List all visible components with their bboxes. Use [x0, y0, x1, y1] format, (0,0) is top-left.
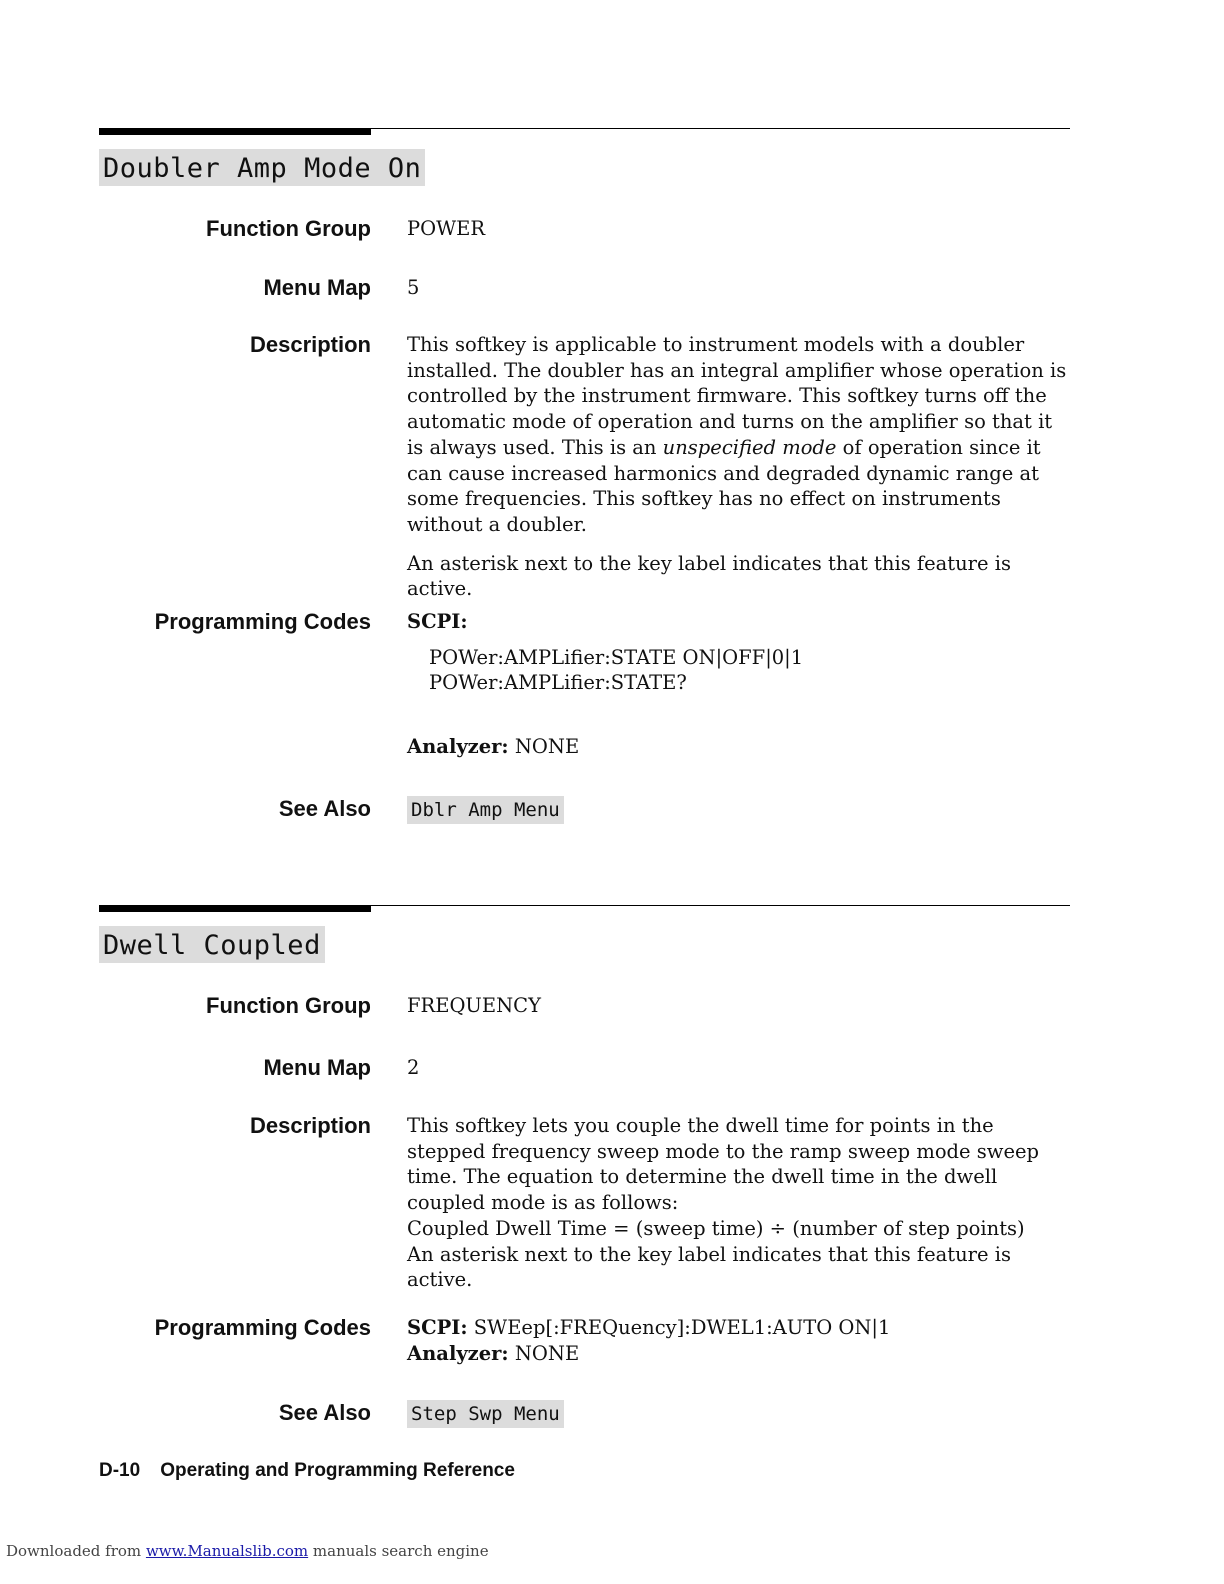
programming-codes-value — [407, 609, 1067, 760]
see-also-label: See Also — [278, 1400, 371, 1425]
page-footer — [99, 1460, 515, 1482]
programming-codes-label: Programming Codes — [154, 1315, 371, 1340]
programming-codes-label: Programming Codes — [154, 609, 371, 634]
scpi-command: SWEep[:FREQuency]:DWEL1:AUTO ON|1 — [473, 1316, 891, 1339]
entry-title: Doubler Amp Mode On — [99, 149, 425, 186]
active-note: An asterisk next to the key label indicates that this feature is active. — [407, 551, 1011, 601]
see-also-label: See Also — [278, 796, 371, 821]
section-rule — [99, 128, 1070, 136]
description-label: Description — [249, 332, 371, 357]
function-group-value: POWER — [407, 217, 486, 240]
menu-map-value: 2 — [407, 1056, 420, 1079]
footer-title: Operating and Programming Reference — [160, 1460, 515, 1481]
function-group-value: FREQUENCY — [407, 994, 541, 1017]
emphasis-text: unspecified mode — [662, 435, 837, 459]
function-group-label: Function Group — [206, 993, 371, 1018]
see-also-key[interactable]: Step Swp Menu — [407, 1400, 564, 1428]
scpi-query: POWer:AMPLifier:STATE? — [429, 671, 687, 695]
description-paragraph: This softkey lets you couple the dwell time for points in the stepped frequency sweep mode to the ramp sweep mode sweep time. The equation to determine the dwell time in the dwell coupled mode is as follows: — [407, 1114, 1040, 1215]
analyzer-label: Analyzer: — [407, 1341, 509, 1365]
description-label: Description — [249, 1113, 371, 1138]
description-text — [407, 1113, 1067, 1293]
dwell-formula: Coupled Dwell Time = (sweep time) ÷ (number of step points) — [407, 1216, 1025, 1240]
see-also-key[interactable]: Dblr Amp Menu — [407, 796, 564, 824]
download-suffix: manuals search engine — [312, 1542, 489, 1560]
download-note — [6, 1542, 489, 1560]
description-text — [407, 332, 1067, 602]
scpi-command: POWer:AMPLifier:STATE ON|OFF|0|1 — [429, 645, 804, 669]
menu-map-value: 5 — [407, 276, 420, 299]
menu-map-label: Menu Map — [263, 275, 371, 300]
scpi-label: SCPI: — [407, 1316, 468, 1339]
section-rule — [99, 905, 1070, 913]
analyzer-value: NONE — [514, 1341, 580, 1365]
entry-dwell-coupled — [99, 905, 1070, 1425]
programming-codes-value — [407, 1315, 1067, 1366]
scpi-label: SCPI: — [407, 610, 468, 633]
active-note: An asterisk next to the key label indicates that this feature is active. — [407, 1242, 1011, 1292]
download-prefix: Downloaded from — [6, 1542, 142, 1560]
function-group-label: Function Group — [206, 216, 371, 241]
entry-title: Dwell Coupled — [99, 926, 325, 963]
page-number: D-10 — [99, 1460, 141, 1481]
manualslib-link[interactable]: www.Manualslib.com — [145, 1542, 309, 1560]
menu-map-label: Menu Map — [263, 1055, 371, 1080]
entry-doubler-amp-mode-on — [99, 128, 1070, 821]
analyzer-value: NONE — [514, 735, 580, 759]
description-paragraph: This softkey is applicable to instrument models with a doubler installed. The doubler has an integral amplifier whose operation is controlled by the instrument firmware. This softkey turns off the automatic mode of operation and turns on the amplifier so that it is always used. This is an unspecified mode of operation since it can cause increased harmonics and degraded dynamic range at some frequencies. This softkey has no effect on instruments without a doubler. — [407, 333, 1067, 536]
analyzer-label: Analyzer: — [407, 735, 509, 759]
